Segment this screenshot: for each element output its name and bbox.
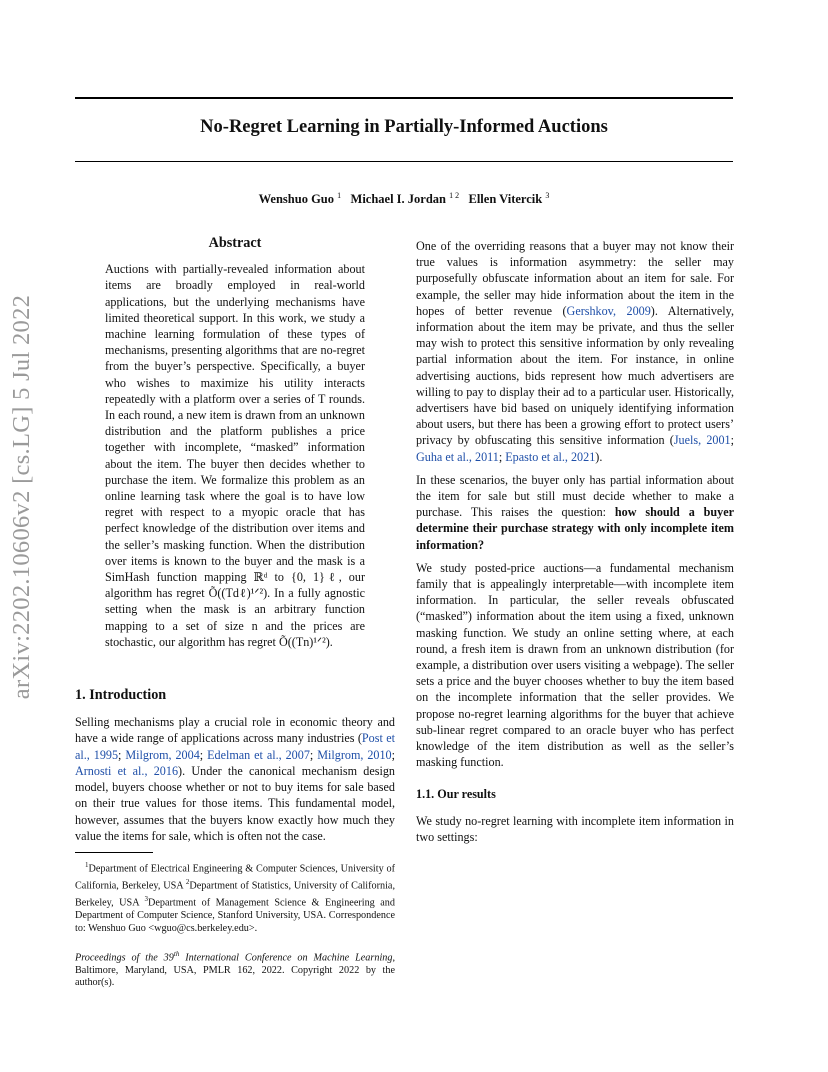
intro-paragraph: We study posted-price auctions—a fundamental mechanism family that is appealingly interpretable—with incomplete item information. In particular, the seller reveals obfuscated (“masked”) information about the item using a fixed, unknown masking function. We study an online setting where, at each round, a fresh item is drawn from an unknown distribution (for example, a distribution over users visiting a webpage). The seller sets a price and the buyer chooses whether to buy the item based on the incomplete information that the seller provides. We propose no-regret learning algorithms for the buyer that achieve sub-linear regret compared to an oracle buyer who has perfect knowledge of the item distribution as well as the seller’s masking function. bbox=[416, 560, 734, 770]
paragraph-text: ). Under the canonical mechanism design model, buyers choose whether or not to buy items for sale based on their true values for those items. This fundamental model, however, assumes that the buyers know exactly how much they value the items for sale, which is often not the case. bbox=[75, 763, 395, 843]
citation-link[interactable]: Guha et al., 2011 bbox=[416, 449, 499, 464]
intro-heading: 1. Introduction bbox=[75, 687, 167, 704]
paragraph-text: ). Alternatively, information about the item may be private, and thus the seller may wish to protect this sensitive information by only revealing partial information about the item. For instance, in online advertising auctions, bids represent how much advertisers are willing to pay to display their ad to a particular user. Historically, advertisers have bid based on uniquely identifying information about users, but there has been a growing effort to protect users’ privacy by obfuscating this sensitive information ( bbox=[416, 303, 734, 448]
citation-link[interactable]: Post et al., 1995 bbox=[75, 731, 395, 762]
author-affiliation: 3 bbox=[545, 191, 550, 200]
left-column bbox=[75, 235, 395, 990]
citation-link[interactable]: Milgrom, 2010 bbox=[317, 747, 392, 762]
affiliation-text: Department of Statistics, University of California, Berkeley, USA bbox=[75, 880, 395, 909]
citation-link[interactable]: Milgrom, 2004 bbox=[125, 747, 200, 762]
title-top-rule bbox=[75, 97, 733, 99]
author-name: Ellen Vitercik bbox=[468, 192, 543, 207]
title-bottom-rule bbox=[75, 161, 733, 162]
citation-link[interactable]: Juels, 2001 bbox=[673, 433, 731, 448]
affiliation-footnote bbox=[75, 859, 395, 936]
author-list bbox=[75, 191, 733, 207]
arxiv-stamp: arXiv:2202.10606v2 [cs.LG] 5 Jul 2022 bbox=[8, 294, 35, 700]
paper-title: No-Regret Learning in Partially-Informed Auctions bbox=[200, 117, 608, 137]
footnote-mark: 2 bbox=[185, 878, 190, 886]
intro-paragraph: One of the overriding reasons that a buyer may not know their true values is information asymmetry: the seller may purposefully obfuscate information about an item for sale. For example, the seller may hide information about the item in the hopes of better revenue (Gershkov, 2009). Alternatively, information about the item may be private, and thus the seller may wish to protect this sensitive information by only revealing partial information about the item. For instance, in online advertising auctions, bids represent how much advertisers are willing to pay to display their ad to a particular user. Historically, advertisers have bid based on uniquely identifying information about users, but there has been a growing effort to protect users’ privacy by obfuscating this sensitive information (Juels, 2001; Guha et al., 2011; Epasto et al., 2021). bbox=[416, 239, 734, 464]
affiliation-text: Department of Management Science & Engineering and Department of Computer Science, Stanford University, USA. Correspondence to: Wenshuo Guo <wguo@cs.berkeley.edu>. bbox=[75, 897, 395, 934]
affiliation-text: Department of Electrical Engineering & Computer Sciences, University of California, Berkeley, USA bbox=[75, 863, 395, 892]
subsection-heading: 1.1. Our results bbox=[416, 786, 496, 801]
citation-link[interactable]: Edelman et al., 2007 bbox=[207, 747, 310, 762]
proceedings-venue: Proceedings of the 39 bbox=[75, 951, 174, 963]
proceedings-ordinal: th bbox=[173, 949, 180, 958]
proceedings-details: , Baltimore, Maryland, USA, PMLR 162, 2022. Copyright 2022 by the author(s). bbox=[75, 951, 396, 989]
author-affiliation: 1 bbox=[337, 191, 342, 200]
citation-link[interactable]: Epasto et al., 2021 bbox=[505, 449, 596, 464]
footnote-mark: 1 bbox=[85, 860, 89, 869]
paragraph-text: ). bbox=[595, 449, 603, 464]
paragraph-text: Selling mechanisms play a crucial role in economic theory and have a wide range of applications across many industries ( bbox=[75, 715, 395, 746]
subsection-paragraph: We study no-regret learning with incomplete item information in two settings: bbox=[416, 813, 734, 844]
author-name: Michael I. Jordan bbox=[350, 192, 446, 207]
intro-paragraph bbox=[416, 472, 734, 553]
author-affiliation: 1 2 bbox=[449, 191, 460, 200]
abstract-text: Auctions with partially-revealed information about items are broadly employed in real-world applications, but the underlying mechanisms have limited theoretical support. In this work, we study a machine learning formulation of these types of mechanisms, presenting algorithms that are no-regret from the buyer’s perspective. Specifically, a buyer who wishes to maximize his utility interacts repeatedly with a platform over a series of T rounds. In each round, a new item is drawn from an unknown distribution and the platform publishes a price together with incomplete, “masked” information about the item. The buyer then decides whether to purchase the item. We formalize this problem as an online learning task where the goal is to have low regret with respect to a myopic oracle that has perfect knowledge of the distribution over items and the seller’s masking function. When the distribution over items is known to the buyer and the mask is a SimHash function mapping ℝᵈ to {0, 1}ℓ, our algorithm has regret Õ((Tdℓ)¹ᐟ²). In a fully agnostic setting when the mask is an arbitrary function mapping to a set of size n and the prices are stochastic, our algorithm has regret Õ((Tn)¹ᐟ²). bbox=[105, 262, 365, 649]
paragraph-text: One of the overriding reasons that a buyer may not know their true values is information asymmetry: the seller may purposefully obfuscate information about an item for sale. For example, the seller may hide information about the item in the hopes of better revenue ( bbox=[416, 239, 734, 318]
proceedings-note bbox=[75, 948, 395, 991]
intro-paragraph: Selling mechanisms play a crucial role in economic theory and have a wide range of applications across many industries (Post et al., 1995; Milgrom, 2004; Edelman et al., 2007; Milgrom, 2010; Arnosti et al., 2016). Under the canonical mechanism design model, buyers choose whether or not to buy items for sale based on their true values for those items. This fundamental model, however, assumes that the buyers know exactly how much they value the items for sale, which is often not the case. bbox=[75, 715, 396, 843]
footnote-rule bbox=[75, 852, 153, 853]
author-name: Wenshuo Guo bbox=[258, 192, 335, 207]
footnote-mark: 3 bbox=[144, 895, 149, 904]
research-question: how should a buyer determine their purchase strategy with only incomplete item information? bbox=[416, 505, 734, 552]
abstract-heading: Abstract bbox=[208, 235, 262, 251]
paragraph-text: In these scenarios, the buyer only has partial information about the item for sale but still must decide whether to make a purchase. This raises the question: bbox=[416, 472, 734, 520]
citation-link[interactable]: Gershkov, 2009 bbox=[566, 303, 651, 318]
proceedings-venue: International Conference on Machine Learning bbox=[179, 951, 393, 963]
citation-link[interactable]: Arnosti et al., 2016 bbox=[75, 763, 179, 778]
right-column bbox=[416, 238, 734, 852]
